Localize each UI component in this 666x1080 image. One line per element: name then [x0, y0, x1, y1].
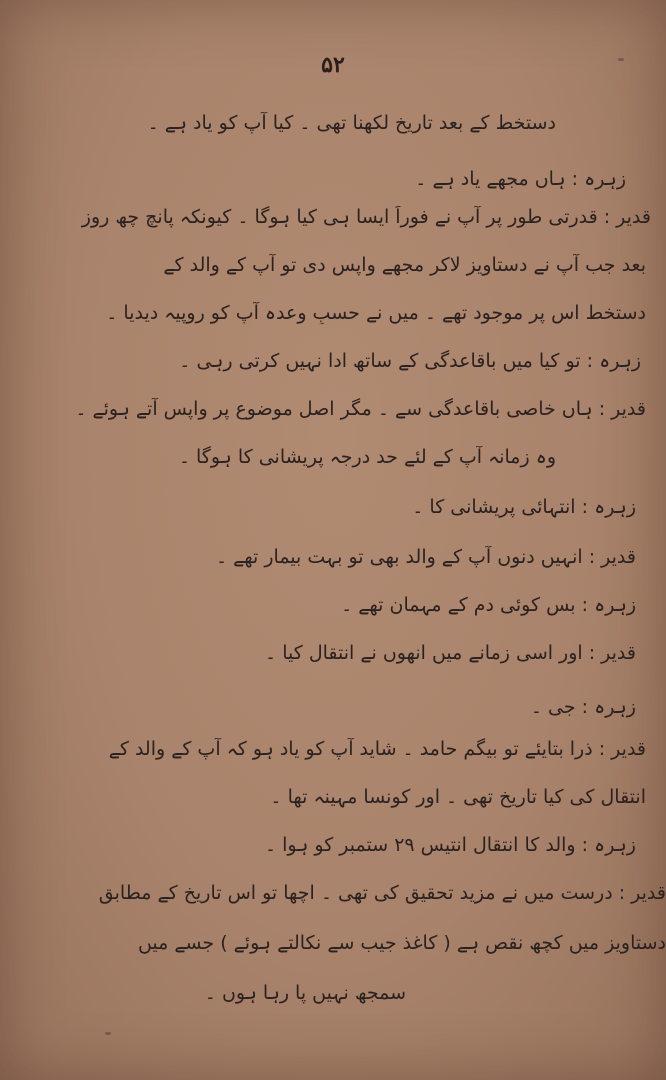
text-line-14: قدیر : ذرا بتایئے تو بیگم حامد ۔ شاید آپ کو یاد ہو کہ آپ کے والد کے	[108, 738, 646, 760]
text-line-7: قدیر : ہاں خاصی باقاعدگی سے ۔ مگر اصل موضوع پر واپس آتے ہوئے ۔	[75, 398, 646, 420]
text-line-8: وہ زمانہ آپ کے لئے حد درجہ پریشانی کا ہوگا ۔	[178, 446, 556, 468]
text-line-11: زہرہ : بس کوئی دم کے مہمان تھے ۔	[341, 594, 636, 616]
text-line-18: دستاویز میں کچھ نقص ہے ( کاغذ جیب سے نکالتے ہوئے ) جسے میں	[137, 932, 666, 954]
text-line-3: قدیر : قدرتی طور پر آپ نے فوراً ایسا ہی کیا ہوگا ۔ کیونکہ پانچ چھ روز	[81, 206, 651, 228]
text-line-5: دستخط اس پر موجود تھے ۔ میں نے حسبِ وعدہ آپ کو روپیہ دیدیا ۔	[106, 302, 646, 324]
text-line-2: زہرہ : ہاں مجھے یاد ہے ۔	[415, 168, 626, 190]
page-number: ۵۲	[321, 52, 345, 78]
text-line-13: زہرہ : جی ۔	[530, 696, 636, 718]
ink-speck	[105, 1032, 111, 1035]
text-line-16: زہرہ : والد کا انتقال انتیس ۲۹ ستمبر کو ہوا ۔	[264, 834, 636, 856]
text-line-12: قدیر : اور اسی زمانے میں انھوں نے انتقال کیا ۔	[265, 642, 636, 664]
text-line-17: قدیر : درست میں نے مزید تحقیق کی تھی ۔ اچھا تو اس تاریخ کے مطابق	[98, 882, 666, 904]
text-line-19: سمجھ نہیں پا رہا ہوں ۔	[204, 982, 406, 1004]
text-line-1: دستخط کے بعد تاریخ لکھنا تھی ۔ کیا آپ کو یاد ہے ۔	[147, 112, 556, 134]
text-line-10: قدیر : انہیں دنوں آپ کے والد بھی تو بہت بیمار تھے ۔	[215, 546, 636, 568]
text-line-4: بعد جب آپ نے دستاویز لاکر مجھے واپس دی تو آپ کے والد کے	[163, 254, 646, 276]
text-line-6: زہرہ : تو کیا میں باقاعدگی کے ساتھ ادا نہیں کرتی رہی ۔	[179, 350, 641, 372]
ink-speck	[618, 58, 624, 61]
text-line-9: زہرہ : انتہائی پریشانی کا ۔	[412, 496, 636, 518]
text-line-15: انتقال کی کیا تاریخ تھی ۔ اور کونسا مہینہ تھا ۔	[270, 786, 646, 808]
